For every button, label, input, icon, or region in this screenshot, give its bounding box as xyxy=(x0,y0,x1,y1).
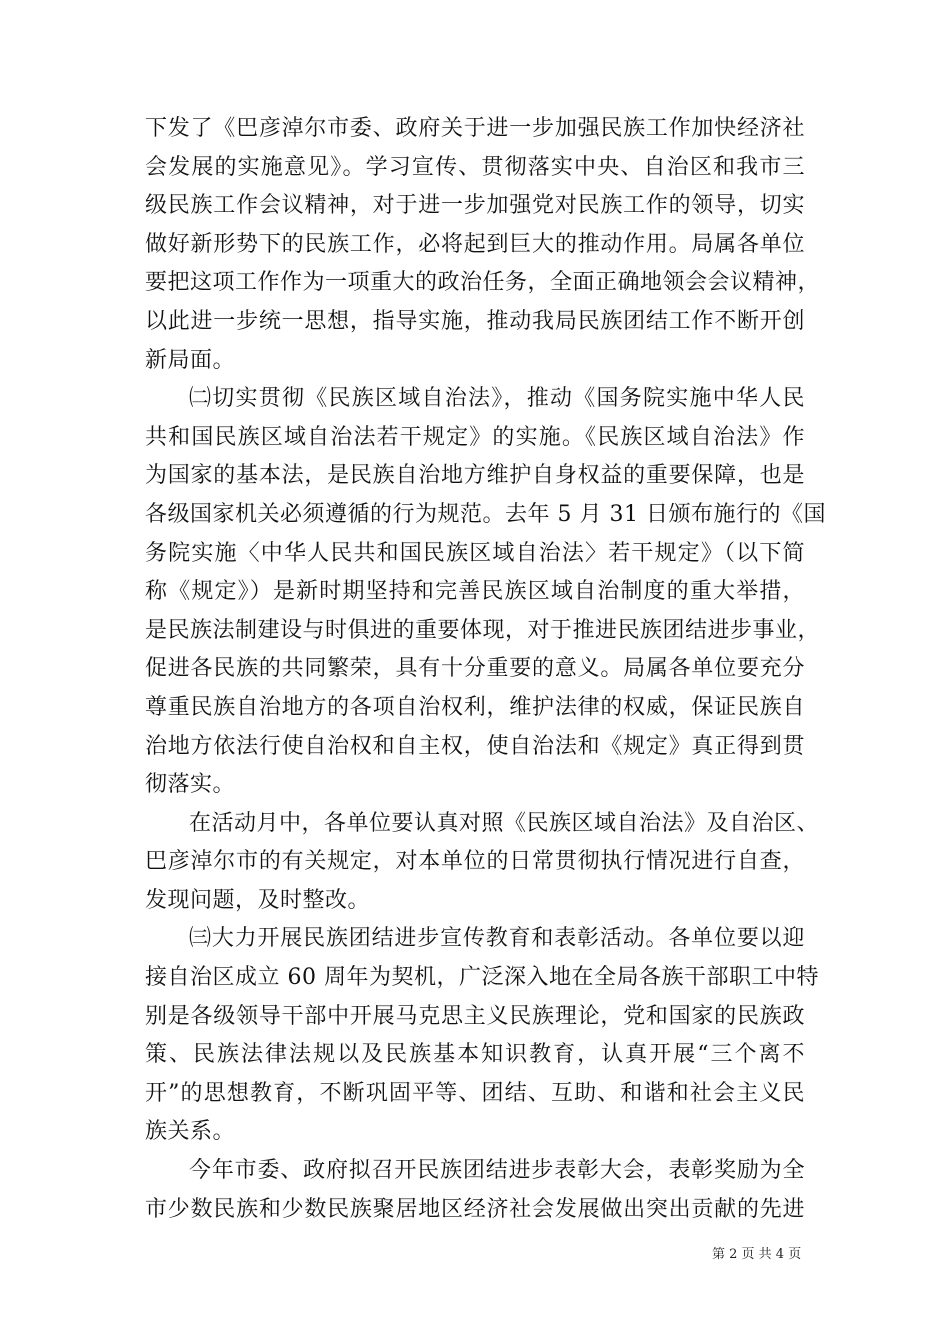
text-line: 是民族法制建设与时俱进的重要体现，对于推进民族团结进步事业， xyxy=(145,617,821,643)
text-line: 市少数民族和少数民族聚居地区经济社会发展做出突出贡献的先进 xyxy=(145,1196,805,1222)
text-line: 策、民族法律法规以及民族基本知识教育，认真开展“三个离不 xyxy=(145,1042,805,1068)
text-line: 治地方依法行使自治权和自主权，使自治法和《规定》真正得到贯 xyxy=(145,733,805,759)
text-line: 在活动月中，各单位要认真对照《民族区域自治法》及自治区、 xyxy=(189,810,820,836)
text-line: 共和国民族区域自治法若干规定》的实施。《民族区域自治法》作 xyxy=(145,424,805,450)
text-line: 务院实施〈中华人民共和国民族区域自治法〉若干规定》（以下简 xyxy=(145,540,805,566)
text-line: ㈡切实贯彻《民族区域自治法》，推动《国务院实施中华人民 xyxy=(189,386,805,412)
text-line: 发现问题，及时整改。 xyxy=(145,887,371,913)
text-line: 称《规定》）是新时期坚持和完善民族区域自治制度的重大举措， xyxy=(145,579,805,605)
text-line: 要把这项工作作为一项重大的政治任务，全面正确地领会会议精神， xyxy=(145,270,821,296)
text-line: 别是各级领导干部中开展马克思主义民族理论，党和国家的民族政 xyxy=(145,1003,805,1029)
text-line: 新局面。 xyxy=(145,347,236,373)
text-line: 今年市委、政府拟召开民族团结进步表彰大会，表彰奖励为全 xyxy=(189,1158,805,1184)
text-line: 为国家的基本法，是民族自治地方维护自身权益的重要保障，也是 xyxy=(145,463,805,489)
text-line: 做好新形势下的民族工作，必将起到巨大的推动作用。局属各单位 xyxy=(145,231,805,257)
document-body xyxy=(145,110,826,1229)
page-number-footer: 第 2 页 共 4 页 xyxy=(712,1247,802,1262)
text-line: 接自治区成立 60 周年为契机，广泛深入地在全局各族干部职工中特 xyxy=(145,965,819,991)
text-line: 巴彦淖尔市的有关规定，对本单位的日常贯彻执行情况进行自查， xyxy=(145,849,805,875)
text-line: 以此进一步统一思想，指导实施，推动我局民族团结工作不断开创 xyxy=(145,308,805,334)
text-line: 会发展的实施意见》。学习宣传、贯彻落实中央、自治区和我市三 xyxy=(145,154,805,180)
text-line: 促进各民族的共同繁荣，具有十分重要的意义。局属各单位要充分 xyxy=(145,656,805,682)
text-line: 各级国家机关必须遵循的行为规范。去年 5 月 31 日颁布施行的《国 xyxy=(145,501,826,527)
text-line: 尊重民族自治地方的各项自治权利，维护法律的权威，保证民族自 xyxy=(145,694,805,720)
text-line: 下发了《巴彦淖尔市委、政府关于进一步加强民族工作加快经济社 xyxy=(145,116,805,141)
text-line: 彻落实。 xyxy=(145,772,236,798)
text-line: 级民族工作会议精神，对于进一步加强党对民族工作的领导，切实 xyxy=(145,193,805,219)
text-line: ㈢大力开展民族团结进步宣传教育和表彰活动。各单位要以迎 xyxy=(189,926,805,952)
text-line: 族关系。 xyxy=(145,1119,236,1145)
text-line: 开”的思想教育，不断巩固平等、团结、互助、和谐和社会主义民 xyxy=(145,1080,805,1106)
